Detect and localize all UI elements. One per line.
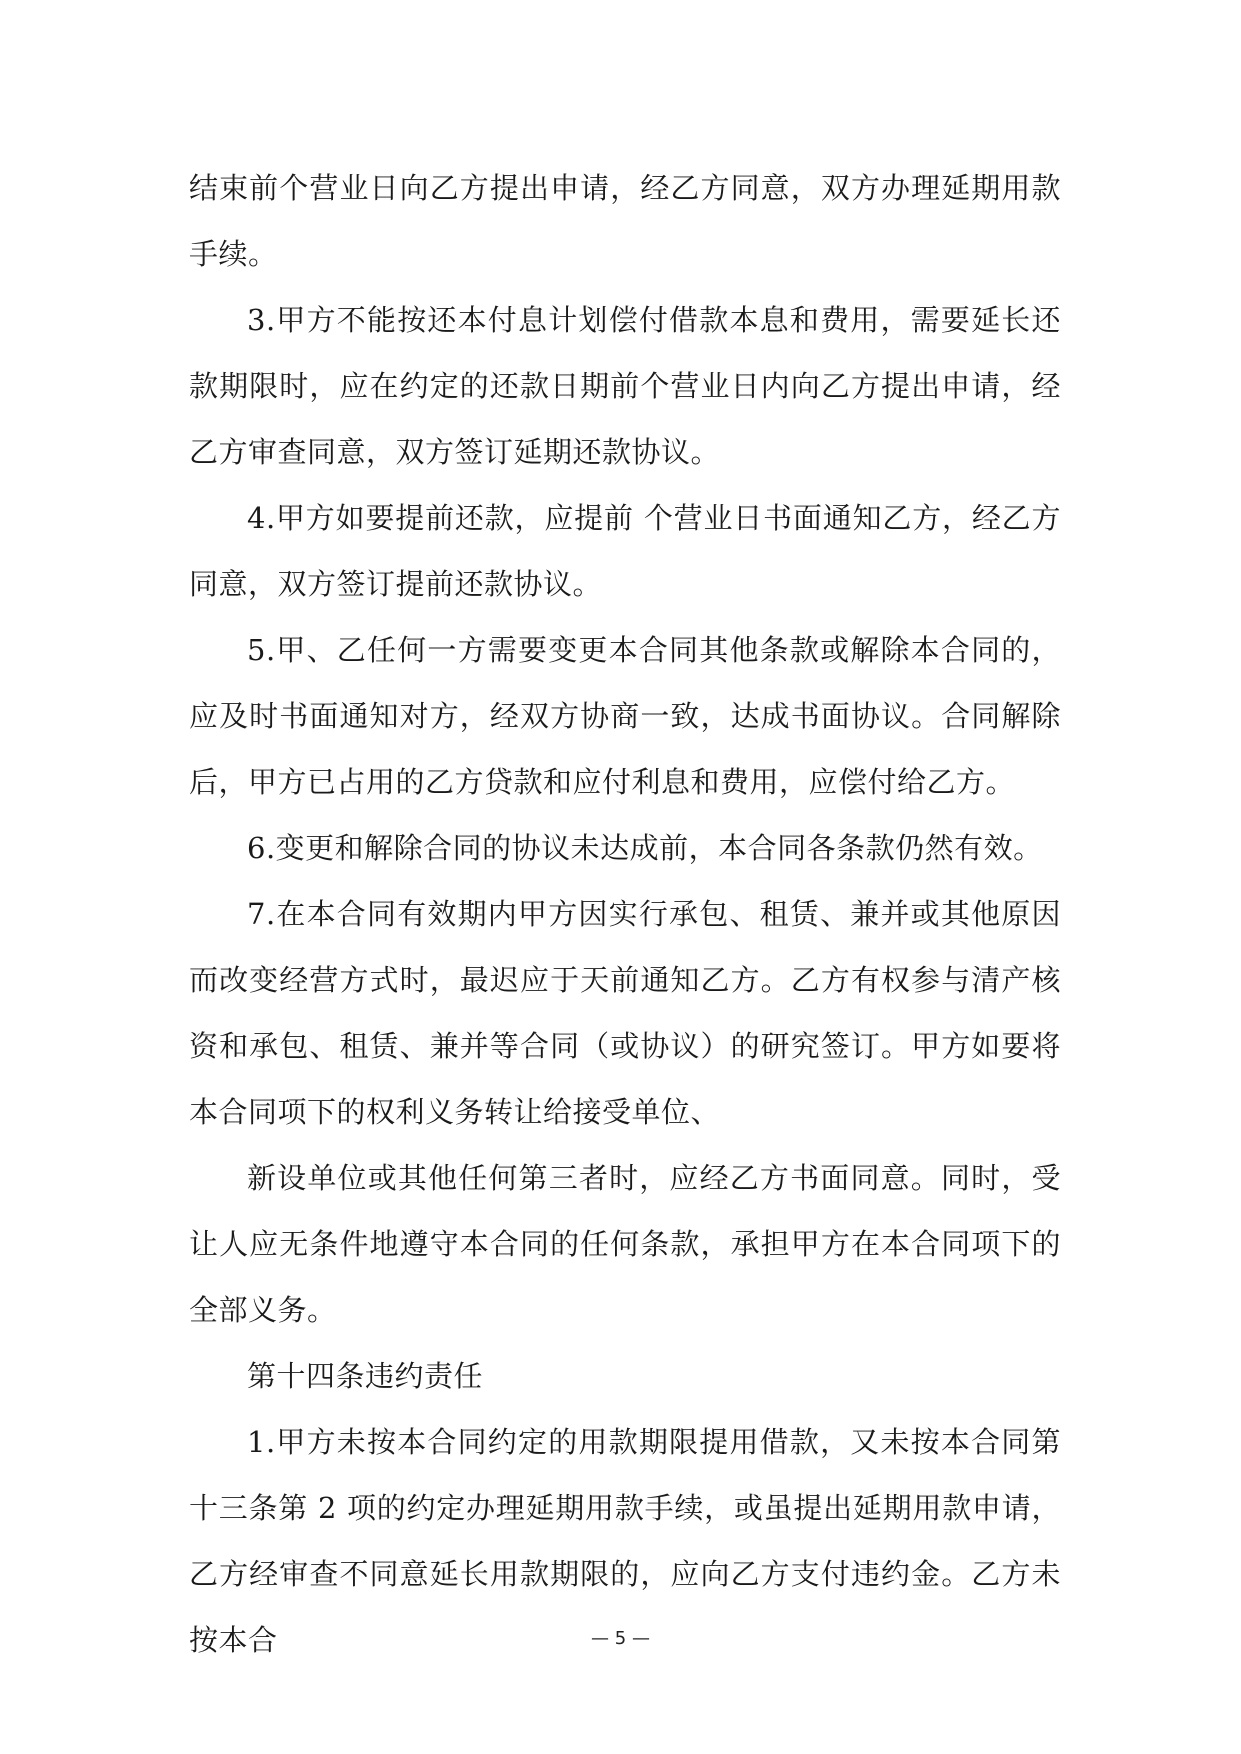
paragraph-item-4: 4.甲方如要提前还款，应提前 个营业日书面通知乙方，经乙方同意，双方签订提前还款协议。	[189, 501, 1061, 601]
paragraph-continuation: 结束前个营业日向乙方提出申请，经乙方同意，双方办理延期用款手续。	[189, 171, 1061, 271]
document-body	[189, 155, 1061, 1673]
paragraph-item-7-continued: 新设单位或其他任何第三者时，应经乙方书面同意。同时，受让人应无条件地遵守本合同的任何条款，承担甲方在本合同项下的全部义务。	[189, 1161, 1061, 1327]
page-number: — 5 —	[591, 1628, 650, 1649]
section-heading-article-14: 第十四条违约责任	[247, 1359, 484, 1393]
paragraph-item-6: 6.变更和解除合同的协议未达成前，本合同各条款仍然有效。	[247, 831, 1043, 865]
paragraph-item-5: 5.甲、乙任何一方需要变更本合同其他条款或解除本合同的，应及时书面通知对方，经双方协商一致，达成书面协议。合同解除后，甲方已占用的乙方贷款和应付利息和费用，应偿付给乙方。	[189, 633, 1061, 799]
paragraph-item-3: 3.甲方不能按还本付息计划偿付借款本息和费用，需要延长还款期限时，应在约定的还款日期前个营业日内向乙方提出申请，经乙方审查同意，双方签订延期还款协议。	[189, 303, 1061, 469]
paragraph-article-14-item-1: 1.甲方未按本合同约定的用款期限提用借款，又未按本合同第十三条第 2 项的约定办理延期用款手续，或虽提出延期用款申请，乙方经审查不同意延长用款期限的，应向乙方支付违约金。乙方未按本合	[189, 1425, 1061, 1657]
paragraph-item-7: 7.在本合同有效期内甲方因实行承包、租赁、兼并或其他原因而改变经营方式时，最迟应于天前通知乙方。乙方有权参与清产核资和承包、租赁、兼并等合同（或协议）的研究签订。甲方如要将本合同项下的权利义务转让给接受单位、	[189, 897, 1061, 1129]
